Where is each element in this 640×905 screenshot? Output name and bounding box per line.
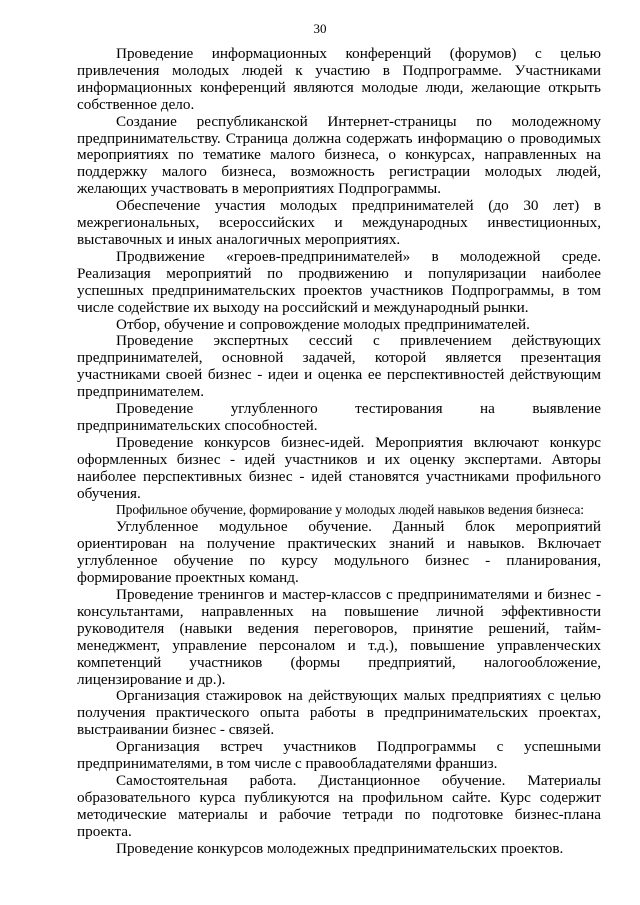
paragraph-expert-sessions: Проведение экспертных сессий с привлечением действующих предпринимателей, основной задачей, которой является презентация участниками своей бизнес - идеи и оценка ее перспективностей действующим предпринимателем. bbox=[77, 332, 601, 401]
paragraph-idea-contests: Проведение конкурсов бизнес-идей. Мероприятия включают конкурс оформленных бизнес - идей участников и их оценку экспертами. Авторы наиболее перспективных бизнес - идей становятся участниками профильного обучения. bbox=[77, 433, 601, 502]
paragraph-project-contests: Проведение конкурсов молодежных предпринимательских проектов. bbox=[116, 839, 564, 857]
paragraph-selection-training: Отбор, обучение и сопровождение молодых предпринимателей. bbox=[116, 315, 530, 333]
paragraph-modular-training: Углубленное модульное обучение. Данный блок мероприятий ориентирован на получение практических знаний и навыков. Включает углубленное обучение по курсу модульного бизнес - планирования, формирование проектных команд. bbox=[77, 518, 601, 587]
paragraph-info-conferences: Проведение информационных конференций (форумов) с целью привлечения молодых людей к участию в Подпрограмме. Участниками информационных конференций являются молодые люди, желающие открыть собственное дело. bbox=[77, 45, 601, 113]
page-number: 30 bbox=[313, 21, 327, 36]
paragraph-promotion-heroes: Продвижение «героев-предпринимателей» в молодежной среде. Реализация мероприятий по продвижению и популяризации наиболее успешных предпринимательских проектов участников Подпрограммы, в том числе содействие их выходу на российский и международный рынки. bbox=[77, 247, 601, 316]
paragraph-trainings-masterclasses: Проведение тренингов и мастер-классов с предпринимателями и бизнес - консультантами, направленных на повышение личной эффективности руководителя (навыки ведения переговоров, принятие решений, тайм-менеджмент, управление персоналом и т.д.), повышение управленческих компетенций участников (формы предприятий, налогообложение, лицензирование и др.). bbox=[77, 586, 601, 688]
paragraph-internships: Организация стажировок на действующих малых предприятиях с целью получения практического опыта работы в предпринимательских проектах, выстраивании бизнес - связей. bbox=[77, 687, 601, 739]
paragraph-testing: Проведение углубленного тестирования на выявление предпринимательских способностей. bbox=[77, 400, 601, 434]
paragraph-self-study: Самостоятельная работа. Дистанционное обучение. Материалы образовательного курса публикуются на профильном сайте. Курс содержит методические материалы и рабочие тетради по подготовке бизнес-плана проекта. bbox=[77, 771, 601, 840]
document-body bbox=[77, 46, 601, 858]
paragraph-internet-page: Создание республиканской Интернет-страницы по молодежному предпринимательству. Страница должна содержать информацию о проводимых мероприятиях по тематике малого бизнеса, о конкурсах, направленных на поддержку малого бизнеса, возможность регистрации молодых людей, желающих участвовать в мероприятиях Подпрограммы. bbox=[77, 112, 601, 198]
paragraph-meetings: Организация встреч участников Подпрограммы с успешными предпринимателями, в том числе с правообладателями франшиз. bbox=[77, 738, 601, 773]
paragraph-participation: Обеспечение участия молодых предпринимателей (до 30 лет) в межрегиональных, всероссийских и международных инвестиционных, выставочных и иных аналогичных мероприятиях. bbox=[77, 197, 601, 248]
paragraph-profile-training: Профильное обучение, формирование у молодых людей навыков ведения бизнеса: bbox=[116, 502, 584, 518]
